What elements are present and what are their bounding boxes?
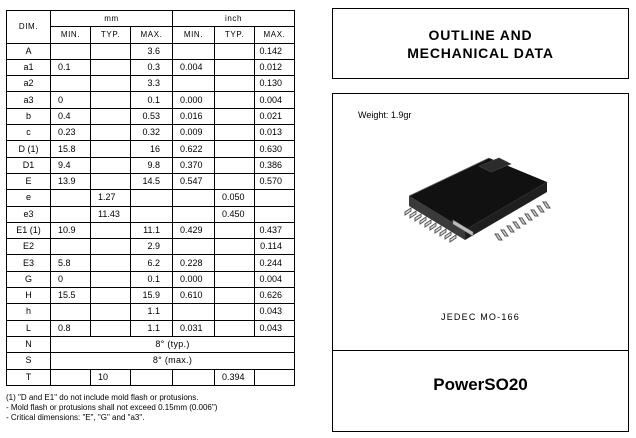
dim-cell: b (7, 108, 51, 124)
span-cell: 8° (max.) (51, 353, 295, 369)
mm-min-cell: 15.8 (51, 141, 91, 157)
dim-cell: E3 (7, 255, 51, 271)
mm-min-cell: 0.8 (51, 320, 91, 336)
mm-min-cell (51, 369, 91, 385)
inch-typ-cell (215, 320, 255, 336)
mm-max-cell: 14.5 (131, 173, 173, 189)
inch-typ-cell (215, 43, 255, 59)
mm-typ-cell (91, 271, 131, 287)
inch-typ-cell (215, 304, 255, 320)
mm-min-cell (51, 304, 91, 320)
dim-cell: N (7, 336, 51, 352)
table-row (7, 222, 295, 238)
package-box (332, 93, 629, 432)
table-row (7, 320, 295, 336)
mm-min-cell (51, 206, 91, 222)
table-row (7, 157, 295, 173)
inch-typ-cell (215, 255, 255, 271)
mm-min-cell (51, 76, 91, 92)
inch-max-cell: 0.130 (255, 76, 295, 92)
inch-max-cell: 0.437 (255, 222, 295, 238)
table-row (7, 369, 295, 385)
dim-cell: e3 (7, 206, 51, 222)
dim-cell: D1 (7, 157, 51, 173)
inch-min-cell (173, 239, 215, 255)
dim-cell: h (7, 304, 51, 320)
inch-max-cell: 0.626 (255, 288, 295, 304)
mm-typ-cell (91, 157, 131, 173)
inch-min-cell: 0.429 (173, 222, 215, 238)
inch-max-cell: 0.630 (255, 141, 295, 157)
mm-typ-cell (91, 108, 131, 124)
inch-max-cell (255, 206, 295, 222)
table-row (7, 336, 295, 352)
dimensions-table (6, 10, 295, 386)
inch-min-cell (173, 304, 215, 320)
mm-min-header: MIN. (51, 27, 91, 43)
mm-typ-cell (91, 222, 131, 238)
mm-typ-cell: 10 (91, 369, 131, 385)
mm-typ-header: TYP. (91, 27, 131, 43)
inch-min-cell (173, 76, 215, 92)
inch-typ-cell (215, 271, 255, 287)
mm-min-cell: 9.4 (51, 157, 91, 173)
inch-typ-cell (215, 288, 255, 304)
divider (333, 350, 628, 351)
mm-max-cell: 6.2 (131, 255, 173, 271)
mm-typ-cell (91, 255, 131, 271)
note-line: (1) "D and E1" do not include mold flash or protusions. (6, 393, 199, 402)
mm-min-cell: 0 (51, 92, 91, 108)
dim-cell: a3 (7, 92, 51, 108)
inch-typ-cell: 0.450 (215, 206, 255, 222)
weight-label: Weight: 1.9gr (358, 110, 412, 120)
mm-max-cell: 9.8 (131, 157, 173, 173)
mm-min-cell: 0 (51, 271, 91, 287)
table-row (7, 255, 295, 271)
note-line: - Mold flash or protusions shall not exceed 0.15mm (0.006") (6, 403, 218, 412)
mm-max-cell: 3.3 (131, 76, 173, 92)
mm-min-cell: 0.23 (51, 125, 91, 141)
inch-min-cell: 0.622 (173, 141, 215, 157)
inch-max-cell: 0.012 (255, 59, 295, 75)
inch-min-cell: 0.031 (173, 320, 215, 336)
inch-max-cell: 0.244 (255, 255, 295, 271)
dim-cell: E2 (7, 239, 51, 255)
mm-max-cell: 15.9 (131, 288, 173, 304)
inch-min-cell: 0.000 (173, 92, 215, 108)
table-row (7, 141, 295, 157)
mm-typ-cell (91, 43, 131, 59)
inch-min-cell (173, 206, 215, 222)
inch-max-cell: 0.004 (255, 92, 295, 108)
table-row (7, 92, 295, 108)
dim-cell: T (7, 369, 51, 385)
inch-typ-cell (215, 59, 255, 75)
mm-max-cell (131, 206, 173, 222)
dim-header: DIM. (7, 11, 51, 44)
mm-min-cell (51, 190, 91, 206)
dim-cell: A (7, 43, 51, 59)
inch-min-header: MIN. (173, 27, 215, 43)
mm-typ-cell: 11.43 (91, 206, 131, 222)
inch-max-header: MAX. (255, 27, 295, 43)
inch-min-cell (173, 43, 215, 59)
jedec-label: JEDEC MO-166 (441, 312, 520, 322)
mm-typ-cell: 1.27 (91, 190, 131, 206)
table-row (7, 43, 295, 59)
inch-max-cell: 0.043 (255, 304, 295, 320)
inch-min-cell: 0.610 (173, 288, 215, 304)
table-row (7, 59, 295, 75)
dim-cell: G (7, 271, 51, 287)
mm-typ-cell (91, 141, 131, 157)
mm-max-cell: 3.6 (131, 43, 173, 59)
inch-typ-cell (215, 76, 255, 92)
mm-max-cell: 16 (131, 141, 173, 157)
mm-max-cell: 2.9 (131, 239, 173, 255)
title-box (332, 8, 629, 79)
title-line-1: OUTLINE AND (428, 26, 533, 43)
mm-min-cell: 5.8 (51, 255, 91, 271)
table-row (7, 304, 295, 320)
mm-typ-cell (91, 125, 131, 141)
inch-min-cell: 0.004 (173, 59, 215, 75)
mm-max-cell (131, 369, 173, 385)
inch-typ-header: TYP. (215, 27, 255, 43)
inch-typ-cell (215, 125, 255, 141)
inch-max-cell: 0.386 (255, 157, 295, 173)
inch-typ-cell (215, 157, 255, 173)
mm-max-cell: 0.1 (131, 271, 173, 287)
package-name: PowerSO20 (433, 375, 528, 394)
inch-min-cell: 0.009 (173, 125, 215, 141)
table-row (7, 288, 295, 304)
note-line: - Critical dimensions: "E", "G" and "a3". (6, 413, 145, 422)
mm-typ-cell (91, 320, 131, 336)
package-illustration (403, 156, 553, 248)
dim-cell: E1 (1) (7, 222, 51, 238)
inch-max-cell (255, 369, 295, 385)
dim-cell: L (7, 320, 51, 336)
table-row (7, 108, 295, 124)
mm-typ-cell (91, 173, 131, 189)
inch-max-cell: 0.004 (255, 271, 295, 287)
inch-typ-cell (215, 108, 255, 124)
dim-cell: a1 (7, 59, 51, 75)
inch-typ-cell: 0.394 (215, 369, 255, 385)
mm-typ-cell (91, 239, 131, 255)
table-row (7, 190, 295, 206)
mm-typ-cell (91, 92, 131, 108)
dim-cell: a2 (7, 76, 51, 92)
inch-min-cell (173, 369, 215, 385)
inch-max-cell: 0.021 (255, 108, 295, 124)
inch-min-cell: 0.000 (173, 271, 215, 287)
mm-max-cell (131, 190, 173, 206)
span-cell: 8° (typ.) (51, 336, 295, 352)
mm-min-cell: 0.4 (51, 108, 91, 124)
dim-cell: H (7, 288, 51, 304)
mm-max-header: MAX. (131, 27, 173, 43)
inch-max-cell: 0.043 (255, 320, 295, 336)
inch-min-cell: 0.547 (173, 173, 215, 189)
table-row (7, 173, 295, 189)
mm-max-cell: 0.32 (131, 125, 173, 141)
mm-min-cell: 15.5 (51, 288, 91, 304)
inch-max-cell: 0.570 (255, 173, 295, 189)
inch-max-cell: 0.114 (255, 239, 295, 255)
inch-max-cell: 0.013 (255, 125, 295, 141)
inch-typ-cell (215, 222, 255, 238)
dim-cell: e (7, 190, 51, 206)
table-row (7, 206, 295, 222)
mm-typ-cell (91, 304, 131, 320)
mm-min-cell (51, 43, 91, 59)
mm-typ-cell (91, 59, 131, 75)
mm-min-cell: 0.1 (51, 59, 91, 75)
table-row (7, 353, 295, 369)
dim-cell: S (7, 353, 51, 369)
inch-typ-cell: 0.050 (215, 190, 255, 206)
mm-max-cell: 0.1 (131, 92, 173, 108)
inch-max-cell: 0.142 (255, 43, 295, 59)
inch-typ-cell (215, 141, 255, 157)
mm-min-cell (51, 239, 91, 255)
table-row (7, 271, 295, 287)
mm-max-cell: 1.1 (131, 304, 173, 320)
inch-min-cell: 0.370 (173, 157, 215, 173)
dim-cell: c (7, 125, 51, 141)
mm-min-cell: 13.9 (51, 173, 91, 189)
inch-typ-cell (215, 239, 255, 255)
dim-cell: D (1) (7, 141, 51, 157)
table-row (7, 239, 295, 255)
notes (6, 393, 217, 423)
mm-max-cell: 11.1 (131, 222, 173, 238)
inch-typ-cell (215, 92, 255, 108)
mm-max-cell: 0.53 (131, 108, 173, 124)
mm-header: mm (51, 11, 173, 27)
mm-typ-cell (91, 76, 131, 92)
inch-typ-cell (215, 173, 255, 189)
mm-max-cell: 0.3 (131, 59, 173, 75)
inch-max-cell (255, 190, 295, 206)
inch-header: inch (173, 11, 295, 27)
mm-max-cell: 1.1 (131, 320, 173, 336)
inch-min-cell (173, 190, 215, 206)
mm-min-cell: 10.9 (51, 222, 91, 238)
dim-cell: E (7, 173, 51, 189)
inch-min-cell: 0.016 (173, 108, 215, 124)
table-row (7, 125, 295, 141)
inch-min-cell: 0.228 (173, 255, 215, 271)
table-row (7, 76, 295, 92)
mm-typ-cell (91, 288, 131, 304)
title-line-2: MECHANICAL DATA (407, 44, 554, 61)
